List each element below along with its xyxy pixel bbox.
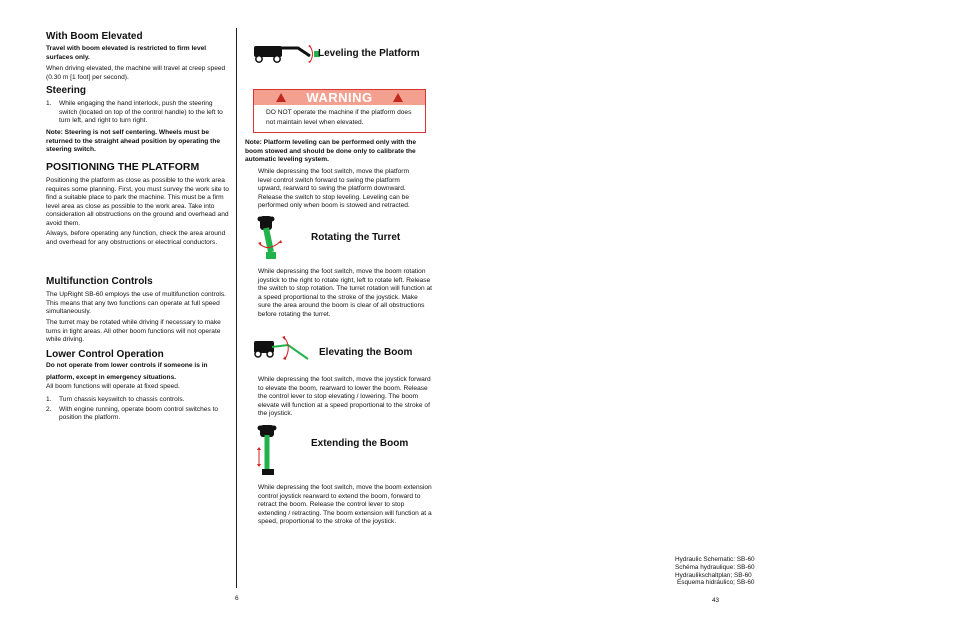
list-item: 1. While engaging the hand interlock, push the steering switch (located on top of the control handle) to the left to turn left, and right to turn right. (46, 100, 223, 125)
extending-text: While depressing the foot switch, move the boom extension control joystick rearward to extend the boom, forward to retract the boom. Release the control lever to stop extending / retracting. The boom extension will function at a speed, proportional to the stroke of the joystick. (258, 484, 432, 526)
multifunction-text-1: The UpRight SB-60 employs the use of multifunction controls. This means that any two functions can operate at full speed simultaneously. (46, 291, 226, 316)
multifunction-text-2: The turret may be rotated while driving if necessary to make turns in tight areas. All other boom functions will not operate while driving. (46, 319, 221, 344)
boom-elevation-icon (252, 333, 312, 363)
warning-triangle-icon (276, 93, 286, 102)
warning-triangle-icon (393, 93, 403, 102)
list-item: 2. With engine running, operate boom control switches to position the platform. (46, 405, 219, 422)
boom-extension-icon (256, 423, 284, 477)
lower-control-warning: Do not operate from lower controls if someone is in platform, except in emergency situations. (46, 362, 208, 381)
elevating-heading: Elevating the Boom (319, 347, 413, 358)
list-item: 1. Turn chassis keyswitch to chassis controls. (46, 396, 185, 403)
positioning-text-2: Always, before operating any function, check the area around and overhead for any obstructions or electrical conductors. (46, 230, 226, 246)
leveling-note: Note: Platform leveling can be performed only with the boom stowed and should be done only to calibrate the automatic leveling system. (245, 139, 417, 164)
boom-elevated-text: When driving elevated, the machine will travel at creep speed (0.30 m [1 foot] per second). (46, 65, 226, 81)
column-divider (236, 28, 237, 588)
steering-list (46, 100, 232, 126)
rotating-heading: Rotating the Turret (311, 232, 401, 243)
elevating-text: While depressing the foot switch, move the joystick forward to elevate the boom, rearward to lower the boom. Release the control lever to stop elevating / lowering. The boom elevate will function at a speed proportional to the stroke of the joystick. (258, 376, 431, 418)
warning-box (253, 89, 426, 133)
page-number-right: 43 (712, 597, 720, 604)
schematic-line: Hydraulikschaltplan; SB-60 (675, 571, 752, 579)
extending-heading: Extending the Boom (311, 438, 409, 449)
rotating-text: While depressing the foot switch, move the boom rotation joystick to the right to rotate right, left to rotate left. Release the switch to stop rotation. The turret rotation will function at a speed proportional to the stroke of the joystick. Make sure the area around the boom is clear of all obstructions before rotating the turret. (258, 268, 432, 318)
lower-control-heading: Lower Control Operation (46, 349, 164, 360)
boom-elevated-warning: Travel with boom elevated is restricted to firm level surfaces only. (46, 45, 207, 61)
page-number-left: 6 (235, 595, 239, 602)
boom-elevated-heading: With Boom Elevated (46, 31, 143, 42)
positioning-text-1: Positioning the platform as close as possible to the work area requires some planning. First, you must survey the work site to find a suitable place to park the machine. This must be a firm level area as close as possible to the work area. Take into consideration all obstructions on the ground and overhead and avoid them. (46, 177, 229, 227)
warning-title: WARNING (306, 90, 373, 105)
turret-rotation-icon (254, 214, 288, 262)
warning-header (254, 90, 425, 105)
schematic-line: Hydraulic Schematic: SB-60 (675, 556, 755, 563)
multifunction-heading: Multifunction Controls (46, 276, 153, 287)
leveling-text: While depressing the foot switch, move the platform level control switch forward to swing the platform upward, rearward to swing the platform downward. Release the switch to stop leveling. Leveling can be performed only when boom is stowed and retracted. (258, 168, 410, 210)
schematic-line: Esquema hidráulico; SB-60 (677, 579, 755, 587)
lower-control-text: All boom functions will operate at fixed speed. (46, 383, 180, 390)
warning-text: DO NOT operate the machine if the platform does not maintain level when elevated. (266, 109, 412, 126)
boom-leveling-icon (252, 40, 324, 70)
schematic-caption (675, 556, 775, 587)
lower-control-list (46, 396, 232, 423)
steering-note: Note: Steering is not self centering. Wheels must be returned to the straight ahead position by operating the steering switch. (46, 129, 221, 154)
leveling-heading: Leveling the Platform (318, 48, 420, 59)
positioning-heading: POSITIONING THE PLATFORM (46, 161, 200, 173)
schematic-line: Schéma hydraulique: SB-60 (675, 563, 755, 571)
steering-heading: Steering (46, 85, 87, 96)
